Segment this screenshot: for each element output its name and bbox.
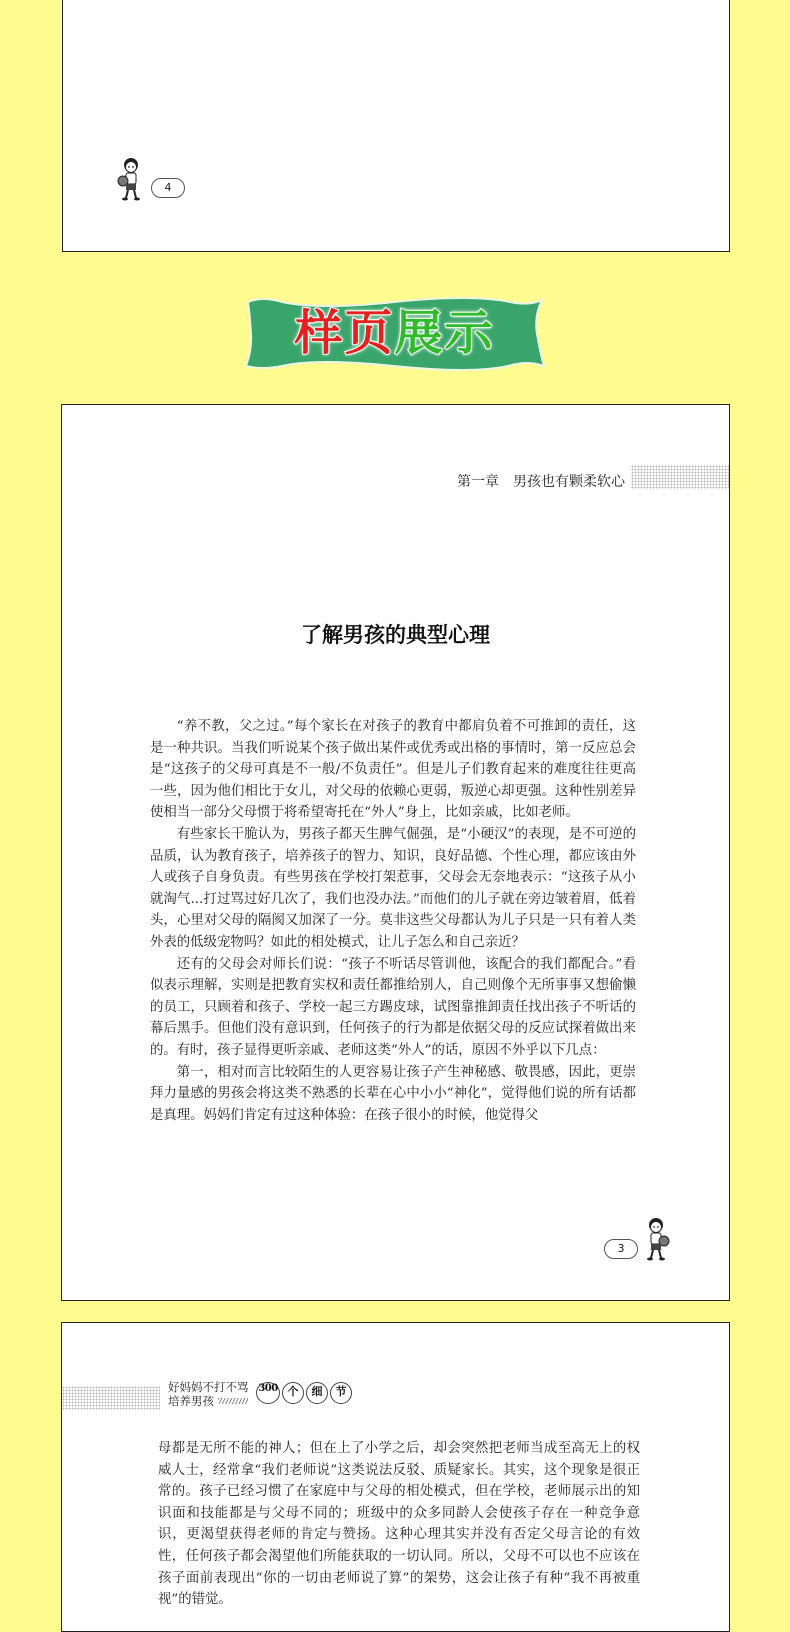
page-number: 4: [151, 178, 185, 198]
book-title-line2: 培养男孩: [168, 1394, 214, 1408]
circle-badge: 300: [256, 1382, 280, 1404]
chapter-header: 第一章 男孩也有颗柔软心: [457, 474, 625, 490]
paragraph: 有些家长干脆认为，男孩子都天生脾气倔强，是“小硬汉”的表现，是不可逆的品质，认为教育孩子，培养孩子的智力、知识，良好品德、个性心理，都应该由外人或孩子自身负责。有些男孩在学校打架惹事，父母会无奈地表示：“这孩子从小就淘气...打过骂过好几次了，我们也没办法。”而他们的儿子就在旁边皱着眉，低着头，心里对父母的隔阂又加深了一分。莫非这些父母都认为儿子只是一只有着人类外表的低级宠物吗？如此的相处模式，让儿子怎么和自己亲近？: [150, 826, 636, 950]
circle-badge: 节: [330, 1382, 352, 1404]
paragraph: 第一，相对而言比较陌生的人更容易让孩子产生神秘感、敬畏感，因此，更崇拜力量感的男孩会将这类不熟悉的长辈在心中小小“神化”，觉得他们说的所有话都是真理。妈妈们肯定有过这种体验：在孩子很小的时候，他觉得父: [150, 1064, 636, 1123]
article-body: [158, 1438, 640, 1611]
page-three: [61, 404, 730, 1301]
banner-title: [242, 294, 547, 372]
article-body: [150, 716, 636, 1126]
circle-badge: 细: [306, 1382, 328, 1404]
header-dot-pattern: [631, 465, 729, 489]
page-number: 3: [604, 1239, 638, 1259]
paragraph: 母都是无所不能的神人；但在上了小学之后，却会突然把老师当成至高无上的权威人士，经常拿“我们老师说”这类说法反驳、质疑家长。其实，这个现象是很正常的。孩子已经习惯了在家庭中与父母的相处模式，但在学校，老师展示出的知识面和技能都是与父母不同的；班级中的众多同龄人会使孩子存在一种竞争意识，更渴望获得老师的肯定与赞扬。这种心理其实并没有否定父母言论的有效性，任何孩子都会渴望他们所能获取的一切认同。所以，父母不可以也不应该在孩子面前表现出“你的一切由老师说了算”的架势，这会让孩子有种“我不再被重视”的错觉。: [158, 1441, 640, 1608]
boy-mascot-icon: [642, 1217, 672, 1261]
page-four-bottom: [62, 0, 730, 252]
banner-title-green: 展示: [394, 305, 495, 361]
slash-decoration: [218, 1398, 248, 1404]
page-four: [61, 1322, 730, 1632]
sample-pages-banner: [242, 294, 547, 372]
book-title: [168, 1380, 249, 1408]
article-title: 了解男孩的典型心理: [301, 622, 490, 647]
header-dot-pattern: [62, 1386, 160, 1410]
paragraph: “养不教，父之过。”每个家长在对孩子的教育中都肩负着不可推卸的责任，这是一种共识。当我们听说某个孩子做出某件或优秀或出格的事情时，第一反应总会是“这孩子的父母可真是不一般/不负责任”。但是儿子们教育起来的难度往往更高一些，因为他们相比于女儿，对父母的依赖心更弱，叛逆心却更强。这种性别差异使相当一部分父母惯于将希望寄托在“外人”身上，比如亲戚，比如老师。: [150, 719, 636, 821]
paragraph: 还有的父母会对师长们说：“孩子不听话尽管训他，该配合的我们都配合。”看似表示理解，实则是把教育实权和责任都推给别人，自己则像个无所事事又想偷懒的员工，只顾着和孩子、学校一起三方踢皮球，试图靠推卸责任找出孩子不听话的幕后黑手。但他们没有意识到，任何孩子的行为都是依据父母的反应试探着做出来的。有时，孩子显得更听亲戚、老师这类“外人”的话，原因不外乎以下几点：: [150, 956, 636, 1058]
book-title-line1: 好妈妈不打不骂: [168, 1380, 249, 1394]
banner-title-red: 样页: [294, 305, 395, 361]
boy-mascot-icon: [115, 157, 145, 201]
title-circle-badges: [256, 1382, 352, 1404]
circle-badge: 个: [282, 1382, 304, 1404]
